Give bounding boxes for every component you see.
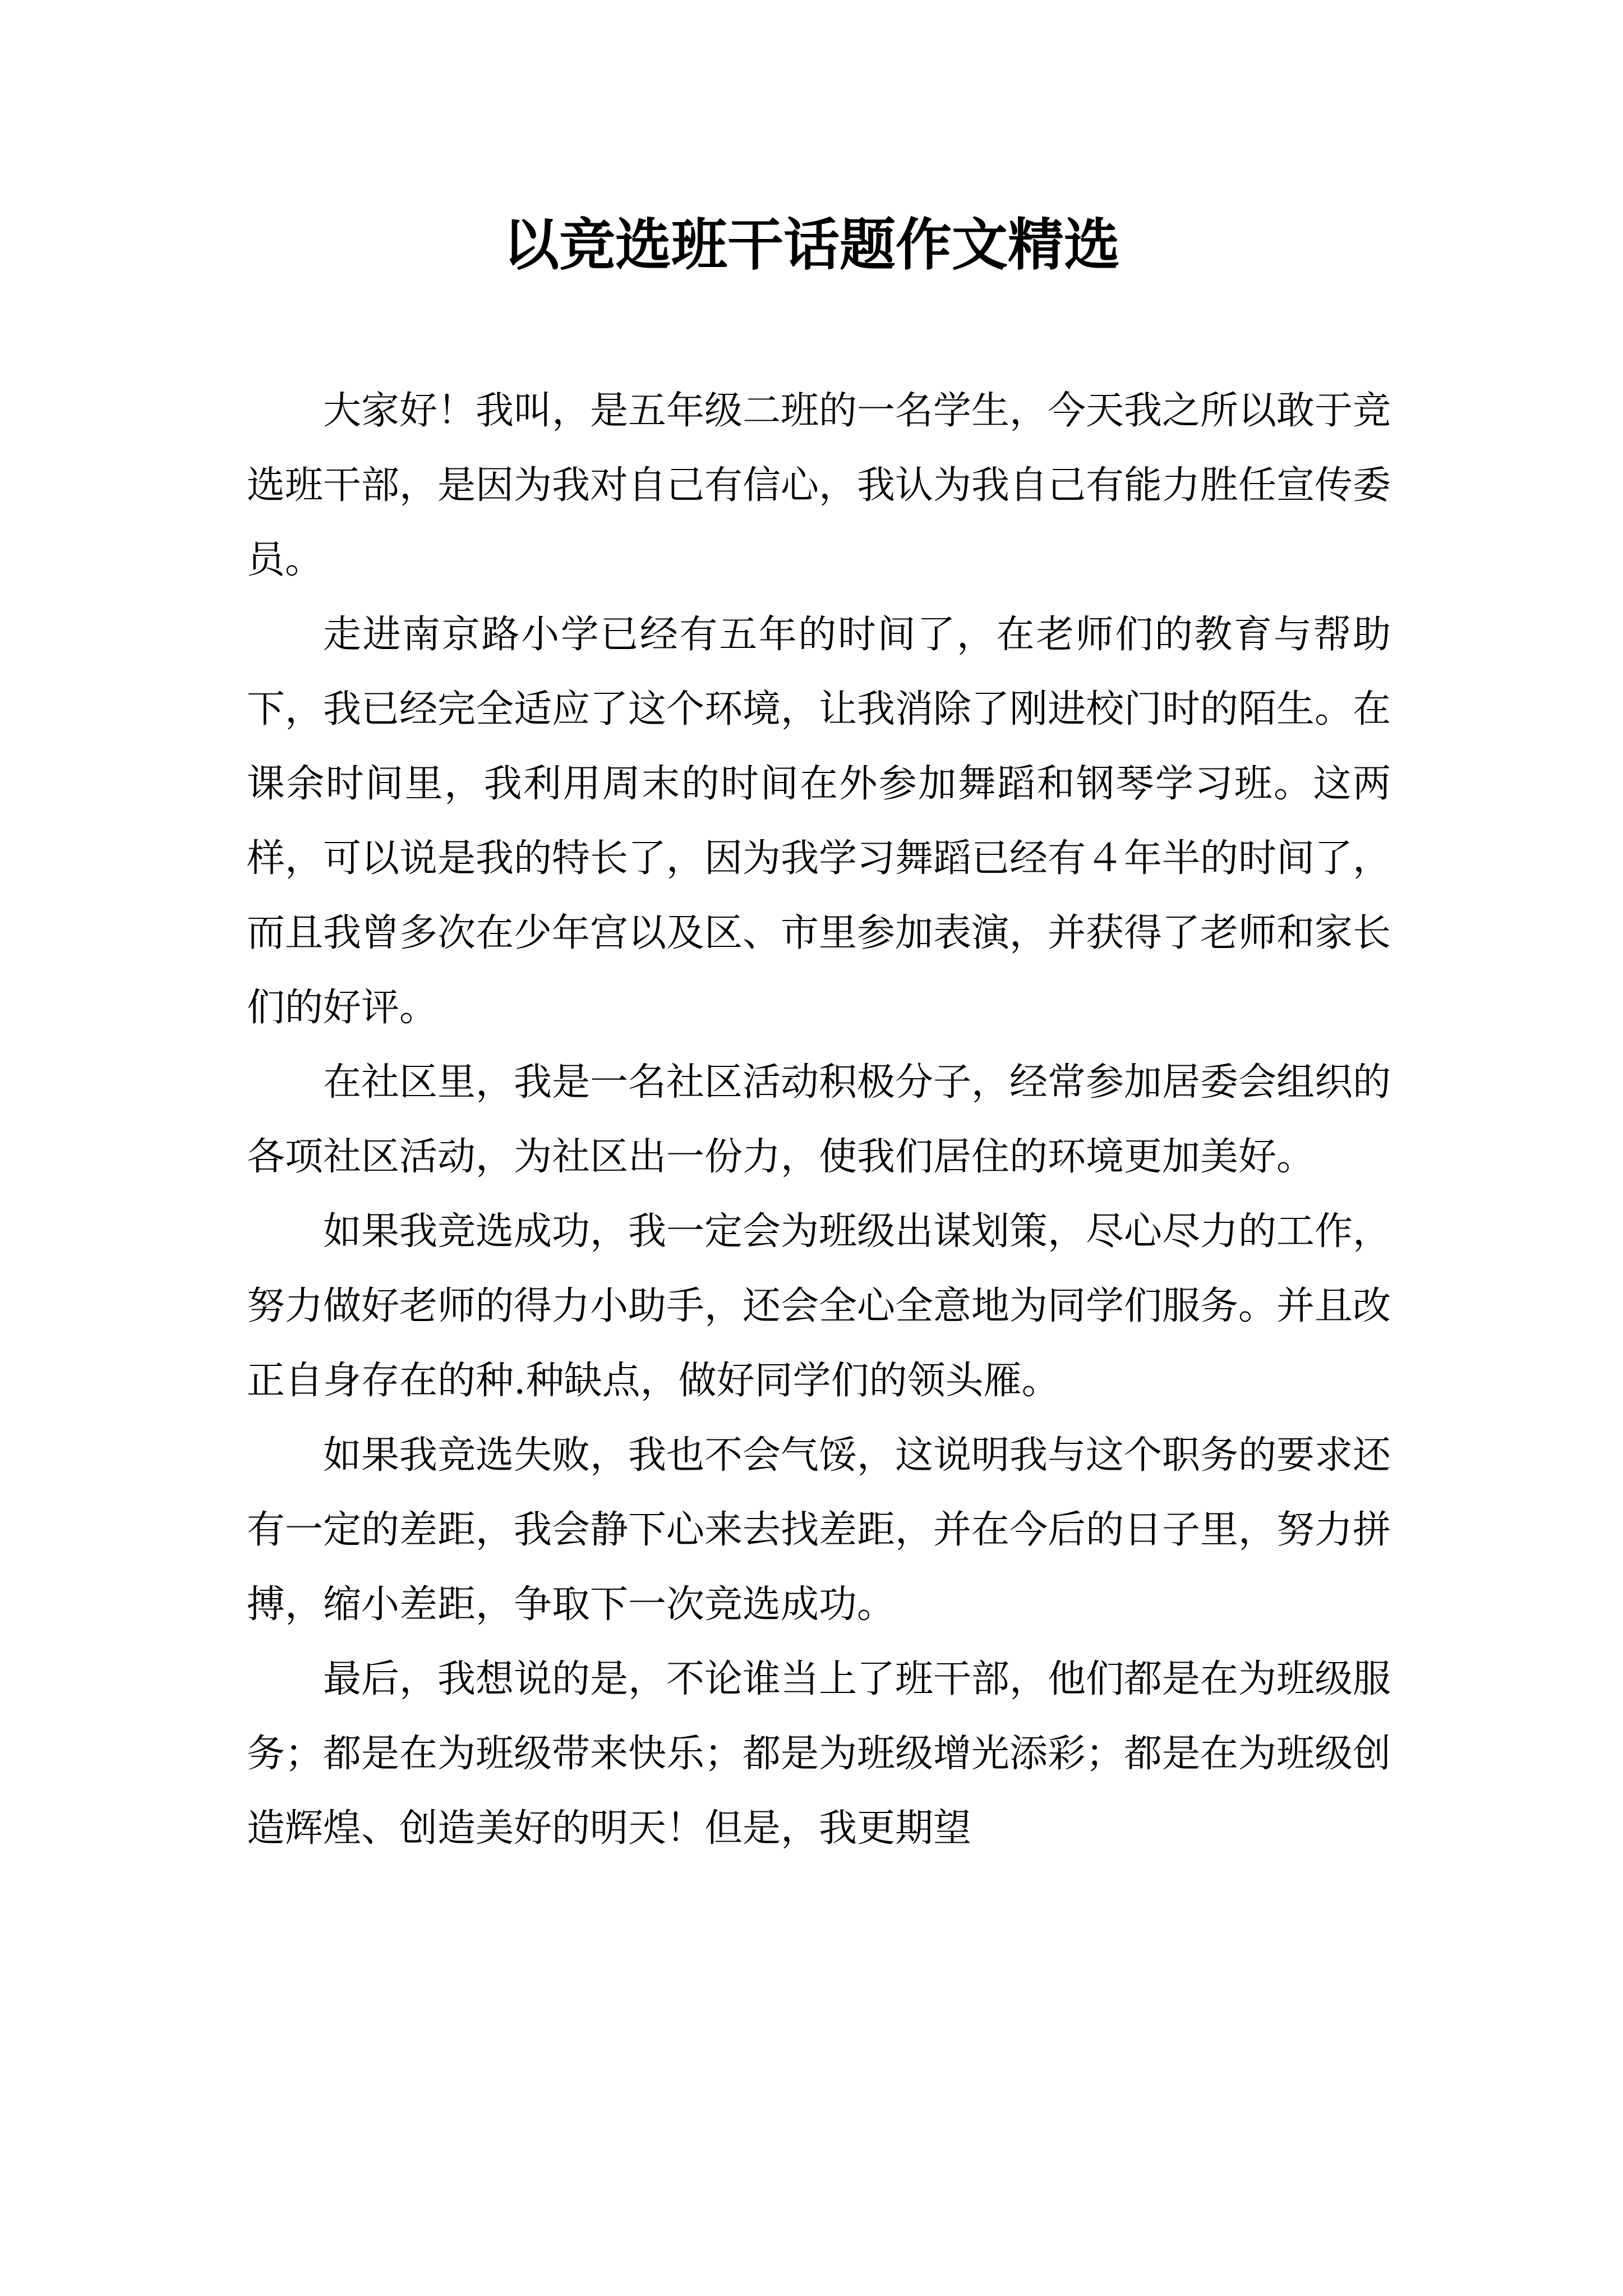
paragraph-4: 如果我竞选成功，我一定会为班级出谋划策，尽心尽力的工作，努力做好老师的得力小助手，还会全心全意地为同学们服务。并且改正自身存在的种.种缺点，做好同学们的领头雁。 <box>247 1209 1391 1403</box>
document-title: 以竞选班干话题作文精选 <box>503 211 1120 278</box>
paragraph-3: 在社区里，我是一名社区活动积极分子，经常参加居委会组织的各项社区活动，为社区出一份力，使我们居住的环境更加美好。 <box>247 1060 1391 1179</box>
paragraph-1: 大家好！我叫，是五年级二班的一名学生，今天我之所以敢于竞选班干部，是因为我对自己有信心，我认为我自己有能力胜任宣传委员。 <box>247 389 1391 582</box>
document-body <box>247 374 1391 1866</box>
paragraph-5: 如果我竞选失败，我也不会气馁，这说明我与这个职务的要求还有一定的差距，我会静下心来去找差距，并在今后的日子里，努力拼搏，缩小差距，争取下一次竞选成功。 <box>247 1433 1391 1627</box>
paragraph-6: 最后，我想说的是，不论谁当上了班干部，他们都是在为班级服务；都是在为班级带来快乐；都是为班级增光添彩；都是在为班级创造辉煌、创造美好的明天！但是，我更期望 <box>247 1657 1391 1851</box>
paragraph-2: 走进南京路小学已经有五年的时间了，在老师们的教育与帮助下，我已经完全适应了这个环境，让我消除了刚进校门时的陌生。在课余时间里，我利用周末的时间在外参加舞蹈和钢琴学习班。这两样，可以说是我的特长了，因为我学习舞蹈已经有４年半的时间了，而且我曾多次在少年宫以及区、市里参加表演，并获得了老师和家长们的好评。 <box>247 613 1391 1030</box>
